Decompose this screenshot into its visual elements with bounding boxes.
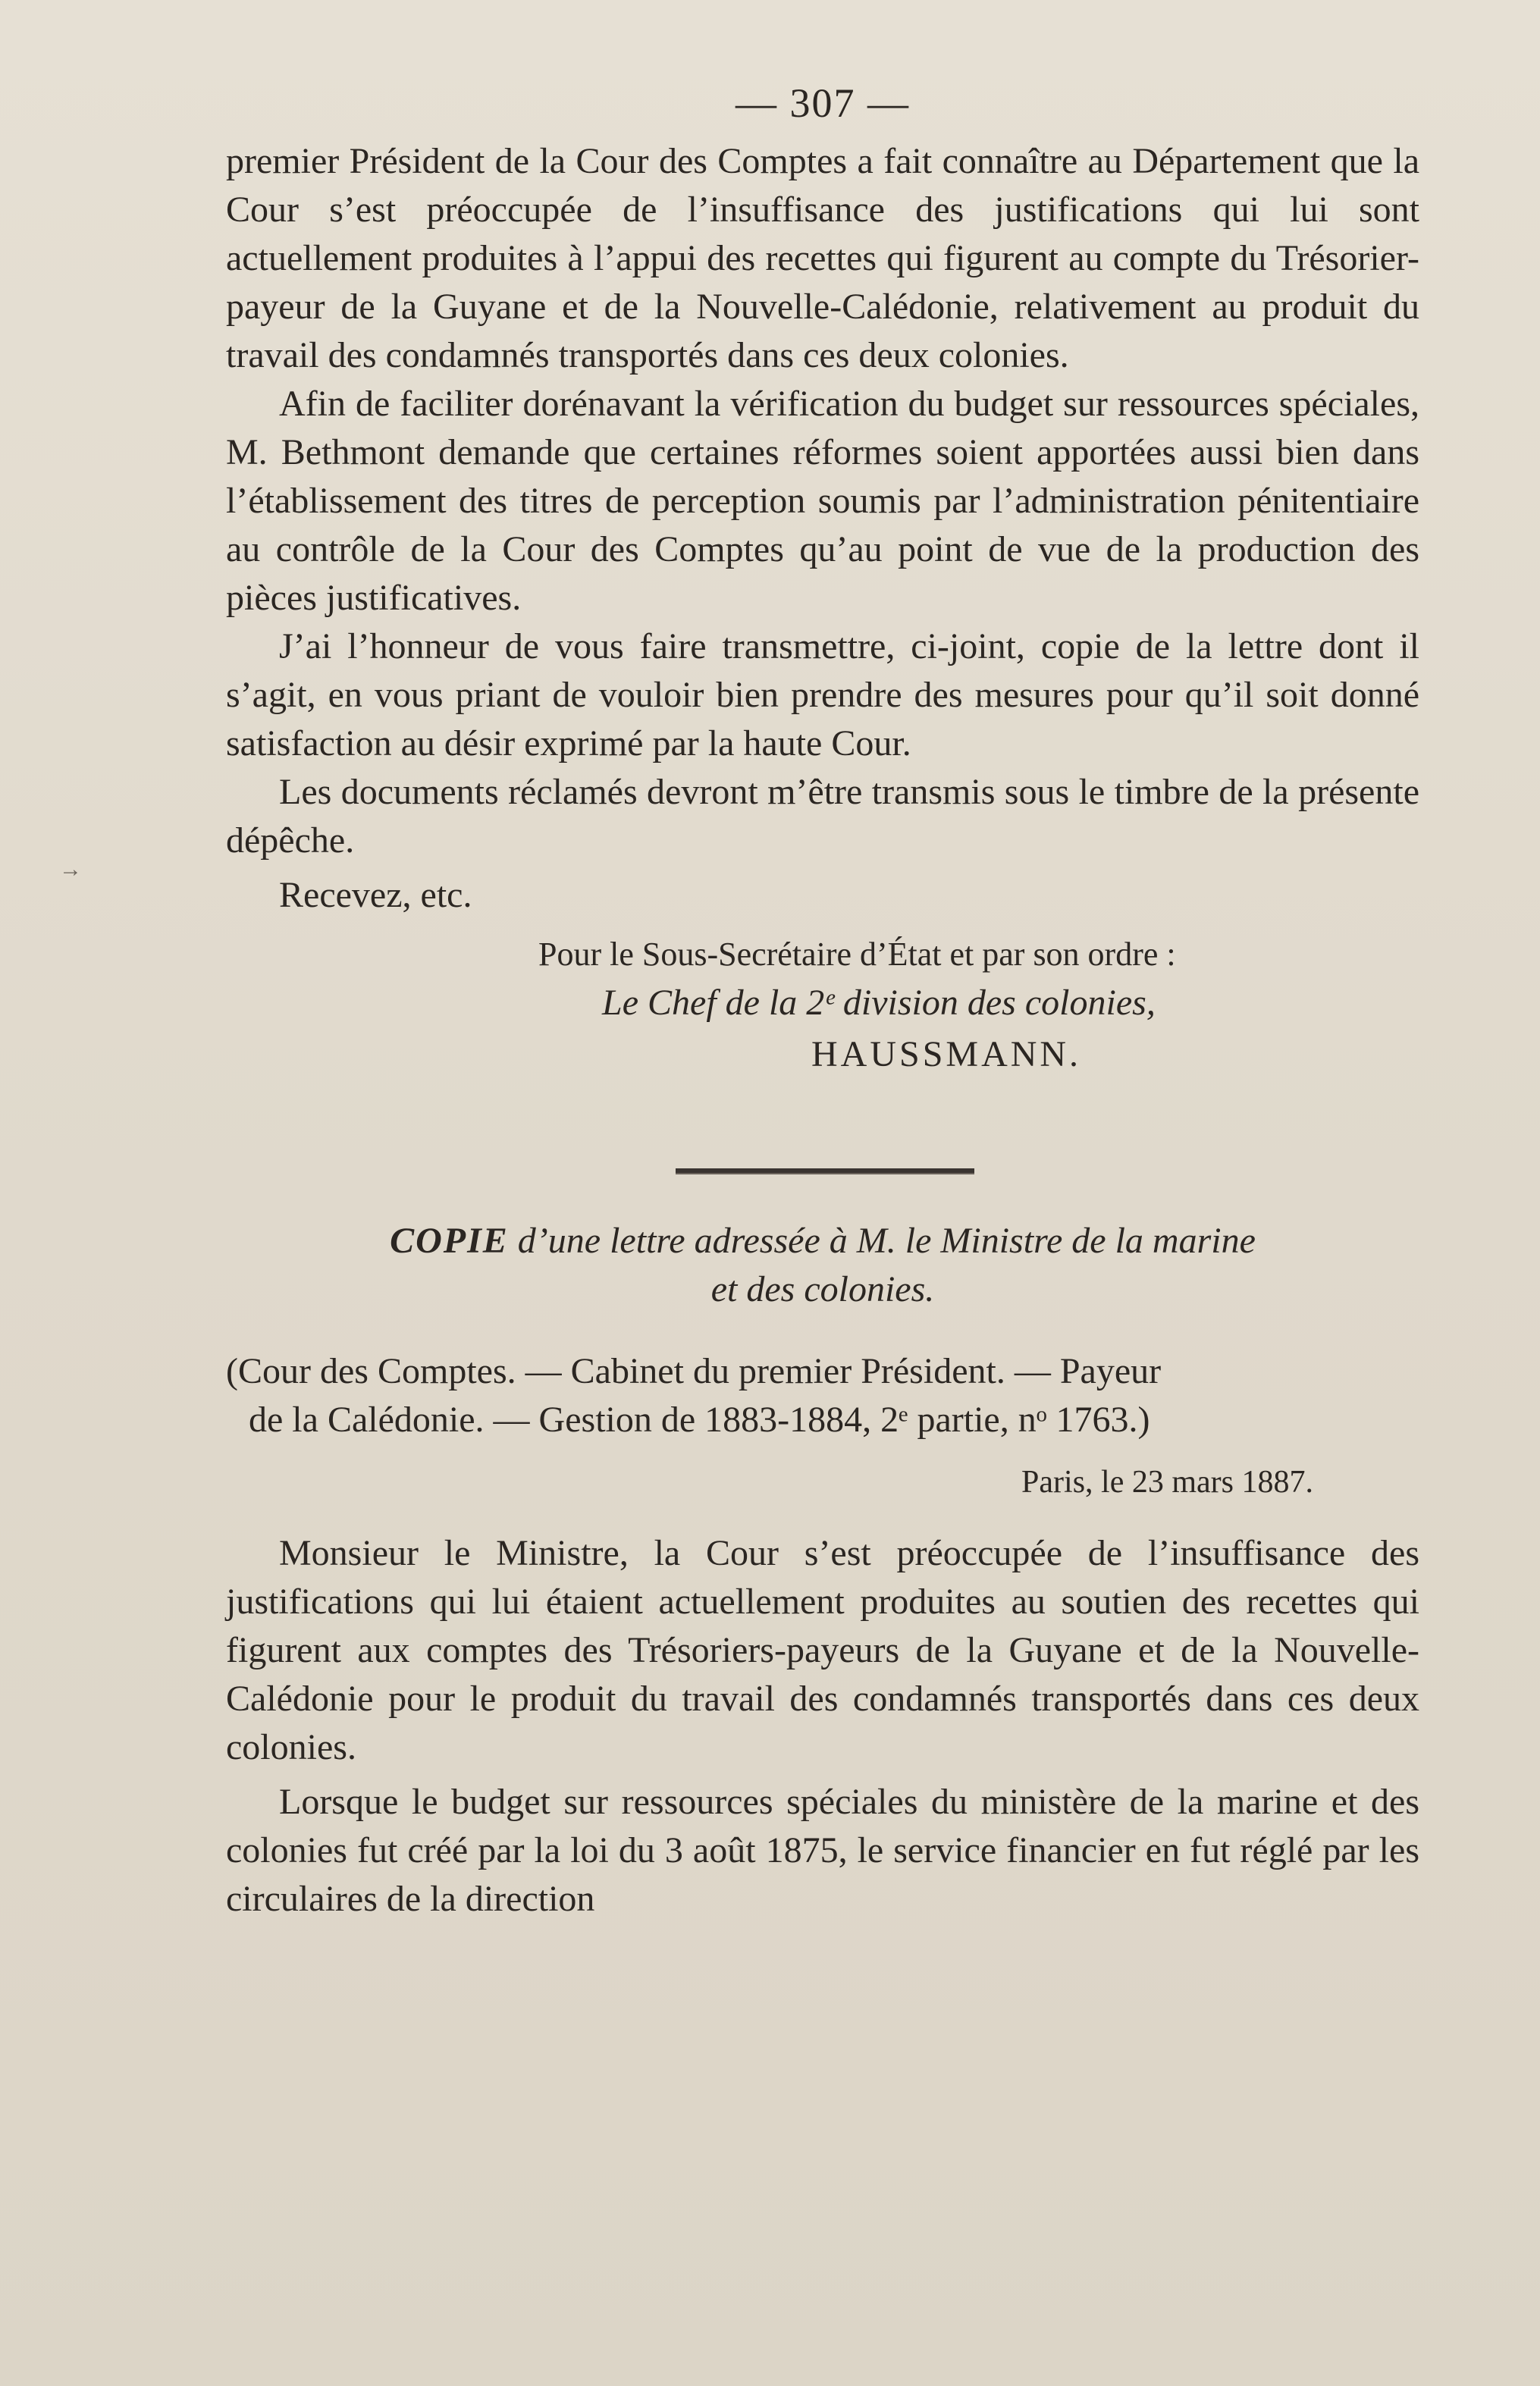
paragraph-5: Recevez, etc. — [279, 875, 472, 915]
signature-title: Le Chef de la 2ᵉ division des colonies, — [602, 983, 1156, 1023]
paragraph-3: J’ai l’honneur de vous faire transmettre, ci-joint, copie de la lettre dont il s’agit, en vous priant de vouloir bien prendre des mesures pour qu’il soit donné satisfaction au désir exprimé par la haute Cour. — [226, 626, 1419, 763]
paragraph-1: premier Président de la Cour des Comptes a fait connaître au Département que la Cour s’est préoccupée de l’insuffisance des justifications qui lui sont actuellement produites à l’appui des recettes qui figurent au compte du Trésorier-payeur de la Guyane et de la Nouvelle-Calédonie, relativement au produit du travail des condamnés transportés dans ces deux colonies. — [226, 141, 1419, 375]
dateline: Paris, le 23 mars 1887. — [1021, 1465, 1313, 1500]
copy-heading-text: d’une lettre adressée à M. le Ministre de la marine — [508, 1221, 1256, 1261]
paragraph-7: Lorsque le budget sur ressources spéciales du ministère de la marine et des colonies fut créé par la loi du 3 août 1875, le service financier en fut réglé par les circulaires de la direction — [226, 1782, 1419, 1919]
reference-line-2: de la Calédonie. — Gestion de 1883-1884, 2ᵉ partie, nᵒ 1763.) — [249, 1400, 1150, 1440]
reference-line-1: (Cour des Comptes. — Cabinet du premier Président. — Payeur — [226, 1351, 1162, 1391]
copy-heading-caps: COPIE — [390, 1221, 509, 1261]
copy-heading — [226, 1217, 1419, 1314]
paragraph-6: Monsieur le Ministre, la Cour s’est préoccupée de l’insuffisance des justifications qui lui étaient actuellement produites au soutien des recettes qui figurent aux comptes des Trésoriers-payeurs de la Guyane et de la Nouvelle-Calédonie pour le produit du travail des condamnés transportés dans ces deux colonies. — [226, 1533, 1419, 1767]
paragraph-4: Les documents réclamés devront m’être transmis sous le timbre de la présente dépêche. — [226, 772, 1419, 861]
paragraph-2: Afin de faciliter dorénavant la vérification du budget sur ressources spéciales, M. Bethmont demande que certaines réformes soient apportées aussi bien dans l’établissement des titres de perception soumis par l’administration pénitentiaire au contrôle de la Cour des Comptes qu’au point de vue de la production des pièces justificatives. — [226, 384, 1419, 618]
signature-name: HAUSSMANN. — [811, 1034, 1082, 1074]
reference — [226, 1347, 1419, 1444]
margin-mark: → — [59, 857, 82, 882]
page-number: — 307 — — [735, 80, 910, 126]
text-block — [226, 80, 1419, 1924]
copy-heading-line2: et des colonies. — [710, 1269, 935, 1309]
section-divider — [676, 1168, 974, 1174]
signature-line: Pour le Sous-Secrétaire d’État et par son ordre : — [538, 936, 1176, 973]
